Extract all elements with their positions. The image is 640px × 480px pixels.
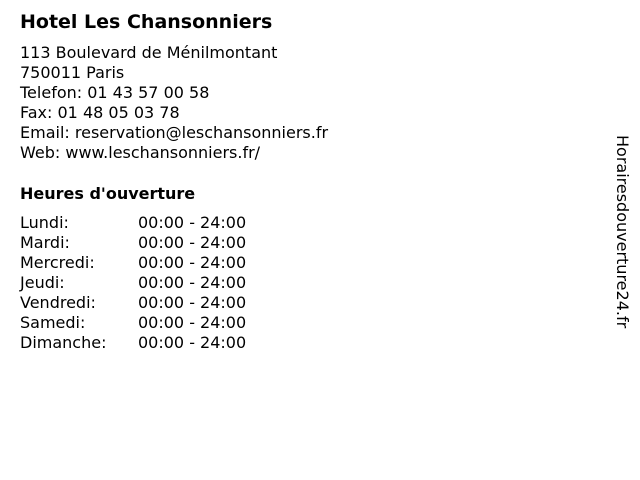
fax-line bbox=[20, 103, 328, 123]
site-watermark-text: Horairesdouverture24.fr bbox=[613, 135, 632, 329]
day-label: Mercredi: bbox=[20, 253, 95, 272]
hours-row-thursday bbox=[20, 273, 246, 293]
phone-line bbox=[20, 83, 328, 103]
day-label: Jeudi: bbox=[20, 273, 65, 292]
fax-number: 01 48 05 03 78 bbox=[57, 103, 180, 122]
opening-hours-table bbox=[20, 213, 246, 353]
contact-block bbox=[20, 43, 328, 163]
hotel-name-title: Hotel Les Chansonniers bbox=[20, 11, 273, 33]
time-range: 00:00 - 24:00 bbox=[138, 273, 247, 292]
day-label: Samedi: bbox=[20, 313, 86, 332]
hours-row-monday bbox=[20, 213, 246, 233]
hours-row-friday bbox=[20, 293, 246, 313]
time-range: 00:00 - 24:00 bbox=[138, 333, 247, 352]
day-label: Dimanche: bbox=[20, 333, 107, 352]
hours-row-sunday bbox=[20, 333, 246, 353]
email-label: Email: bbox=[20, 123, 70, 142]
phone-label: Telefon: bbox=[20, 83, 83, 102]
hours-row-wednesday bbox=[20, 253, 246, 273]
address-line-street: 113 Boulevard de Ménilmontant bbox=[20, 43, 278, 62]
time-range: 00:00 - 24:00 bbox=[138, 253, 247, 272]
web-label: Web: bbox=[20, 143, 61, 162]
web-line bbox=[20, 143, 328, 163]
day-label: Lundi: bbox=[20, 213, 69, 232]
website-link[interactable]: www.leschansonniers.fr/ bbox=[65, 143, 261, 162]
day-label: Mardi: bbox=[20, 233, 70, 252]
opening-hours-heading: Heures d'ouverture bbox=[20, 184, 196, 203]
time-range: 00:00 - 24:00 bbox=[138, 293, 247, 312]
time-range: 00:00 - 24:00 bbox=[138, 233, 247, 252]
day-label: Vendredi: bbox=[20, 293, 96, 312]
time-range: 00:00 - 24:00 bbox=[138, 313, 247, 332]
fax-label: Fax: bbox=[20, 103, 53, 122]
hours-row-tuesday bbox=[20, 233, 246, 253]
email-link[interactable]: reservation@leschansonniers.fr bbox=[74, 123, 329, 142]
time-range: 00:00 - 24:00 bbox=[138, 213, 247, 232]
email-line bbox=[20, 123, 328, 143]
address-line-city: 750011 Paris bbox=[20, 63, 125, 82]
hours-row-saturday bbox=[20, 313, 246, 333]
phone-number[interactable]: 01 43 57 00 58 bbox=[87, 83, 210, 102]
